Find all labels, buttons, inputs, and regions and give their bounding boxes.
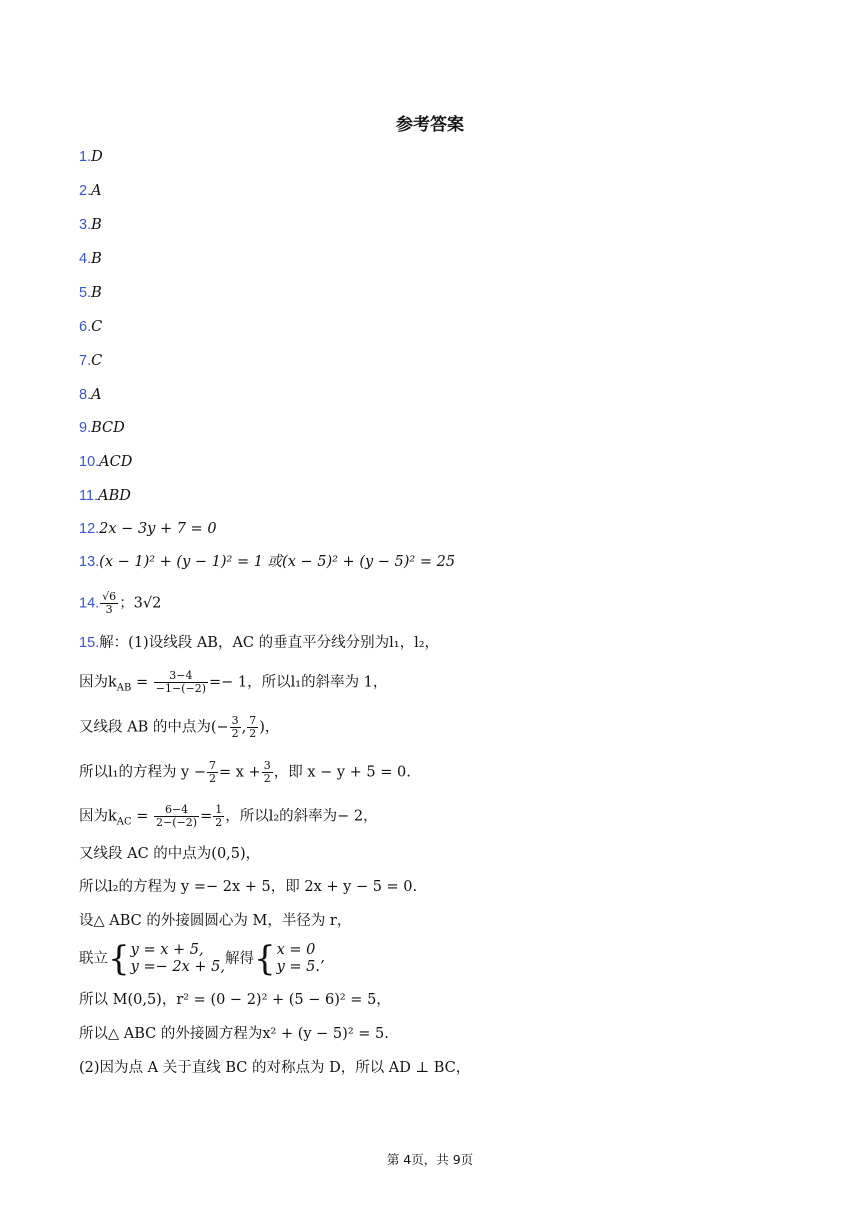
answer-2 [79,181,102,201]
solution-text: 又线段 AB 的中点为(− [79,719,229,736]
question-number: 5. [79,285,92,301]
solution-text: 联立 [79,951,108,967]
answer-text: 2x − 3y + 7 = 0 [99,521,217,537]
answer-9 [79,418,125,438]
answer-1 [79,147,103,167]
answer-text: ABD [98,488,131,504]
answer-6 [79,317,102,337]
solution-text: )， [259,719,280,736]
fraction: $\frac{3-4}{-1-(-2)}$ [155,669,206,695]
solution-text: 设△ ABC 的外接圆圆心为 M，半径为 r， [79,913,352,929]
solution-15-line-9 [79,939,325,979]
solution-text: =− 1，所以l₁的斜率为 1， [208,674,388,691]
answer-8 [79,385,102,405]
brace: { [253,939,276,979]
answer-10 [79,452,132,472]
answer-text: A [91,183,102,199]
question-number: 7. [79,353,92,369]
solution-15-line-1 [79,633,439,653]
solution-text: 解得 [224,951,254,967]
question-number: 12. [79,521,100,537]
answer-text: B [91,217,102,233]
solution-15-line-6 [79,844,260,864]
fraction: $\frac{3}{2}$ [231,714,239,740]
fraction: $\frac{7}{2}$ [249,714,257,740]
solution-text: 解：(1)设线段 AB，AC 的垂直平分线分别为l₁，l₂， [99,635,440,651]
solution-text: (2)因为点 A 关于直线 BC 的对称点为 D，所以 AD ⊥ BC， [79,1060,471,1076]
question-number: 11. [79,488,99,504]
solution-text: 又线段 AC 的中点为(0,5)， [79,846,261,862]
solution-text: ，所以l₂的斜率为− 2， [225,808,378,825]
answer-5 [79,283,102,303]
question-number: 13. [79,554,100,570]
solution-15-line-3: 又线段 AB 的中点为(− $\frac{3}{2}$ , $\frac{7}{2}$ )， [79,714,280,740]
answer-3 [79,215,102,235]
question-number: 3. [79,217,92,233]
answer-text: C [91,353,103,369]
answer-14 [79,591,161,616]
answer-text: ；3√2 [119,595,162,612]
answer-12 [79,519,217,539]
solution-15-line-4 [79,760,411,785]
fraction: $\frac{1}{2}$ [215,803,223,829]
answer-11 [79,486,131,506]
question-number: 6. [79,319,92,335]
solution-text: 所以l₁的方程为 y − [79,764,207,781]
solution-text: 所以l₂的方程为 y =− 2x + 5，即 2x + y − 5 = 0. [79,879,418,895]
solution-text: 因为k [79,808,117,825]
question-number: 9. [79,420,92,436]
question-number: 2. [79,183,92,199]
answer-text: B [91,285,102,301]
answer-text: C [91,319,103,335]
fraction: $\frac{6-4}{2-(-2)}$ [156,803,198,829]
answer-text: D [91,149,103,165]
solution-text: ，即 x − y + 5 = 0. [273,764,411,781]
solution-text: = [200,808,213,825]
question-number: 8. [79,387,92,403]
question-number: 10. [79,454,100,470]
answer-text: ACD [99,454,133,470]
answer-7 [79,351,102,371]
brace: { [108,939,130,979]
answer-4 [79,249,102,269]
question-number: 14. [79,595,100,612]
page-footer: 第 4页，共 9页 [386,1152,474,1167]
subscript: AC [116,816,132,828]
solution-15-line-10 [79,990,391,1010]
answer-13 [79,552,455,572]
equation-system: y = x + 5, y =− 2x + 5, [130,942,225,975]
answer-text: BCD [91,420,125,436]
solution-15-line-5: 因为$k_{AC}$ = $\frac{6-4}{2-(-2)}$ = $\frac{1}{2}$ ，所以l₂的斜率为− 2， [79,803,378,829]
question-number: 4. [79,251,92,267]
solution-text: 所以 M(0,5)，r² = (0 − 2)² + (5 − 6)² = 5， [79,992,391,1008]
answer-text: (x − 1)² + (y − 1)² = 1 或(x − 5)² + (y − 5)² = 25 [99,554,456,570]
question-number: 1. [79,149,92,165]
page-title: 参考答案 [396,115,464,135]
fraction: $\frac{3}{2}$ [263,759,271,785]
solution-text: 所以△ ABC 的外接圆方程为x² + (y − 5)² = 5. [79,1026,389,1042]
answer-text: A [91,387,102,403]
fraction: $\frac{7}{2}$ [209,759,217,785]
solution-text: 因为k [79,674,117,691]
question-number: 15. [79,635,100,651]
answer-text: B [91,251,102,267]
solution-15-line-7 [79,877,417,897]
equation-system: x = 0 y = 5.’ [276,942,325,975]
solution-text: = x + [219,764,261,781]
solution-15-line-8 [79,911,351,931]
solution-15-line-11 [79,1024,389,1044]
fraction-sqrt6-over-3: $\frac{√6}{3}$ [102,590,117,616]
subscript: AB [116,682,132,694]
solution-15-line-2: 因为$k_{AB}$ = $\frac{3-4}{-1-(-2)}$ =− 1，所以l₁的斜率为 1， [79,669,388,695]
solution-15-line-12 [79,1058,470,1078]
